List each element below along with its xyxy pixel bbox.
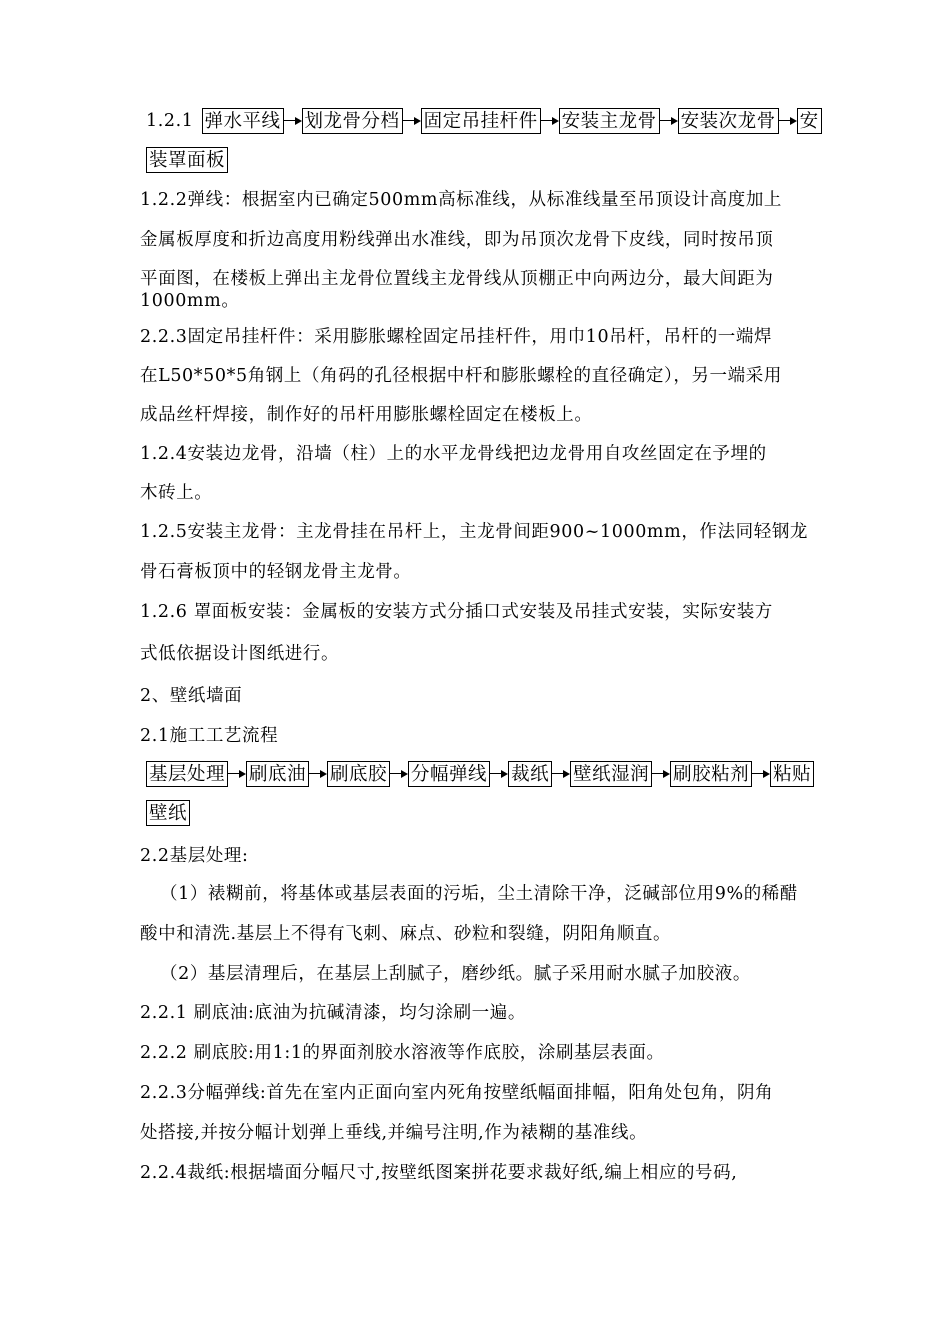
flow-step: 固定吊挂杆件 xyxy=(421,108,541,134)
arrow-right-icon xyxy=(390,761,408,787)
flow-step: 基层处理 xyxy=(146,761,228,787)
flow-prefix: 1.2.1 xyxy=(146,111,194,131)
flow-step: 装罩面板 xyxy=(146,147,228,173)
arrow-right-icon xyxy=(779,108,797,134)
flow-step: 划龙骨分档 xyxy=(302,108,403,134)
flow-step: 分幅弹线 xyxy=(408,761,490,787)
text-line: 1.2.4安装边龙骨，沿墙（柱）上的水平龙骨线把边龙骨用自攻丝固定在予埋的 xyxy=(140,444,767,464)
flow-chart-ceiling xyxy=(146,108,822,134)
arrow-right-icon xyxy=(652,761,670,787)
flow-step: 安装次龙骨 xyxy=(678,108,779,134)
text-line: 木砖上。 xyxy=(140,483,213,503)
arrow-right-icon xyxy=(284,108,302,134)
text-line: 酸中和清洗.基层上不得有飞刺、麻点、砂粒和裂缝，阴阳角顺直。 xyxy=(140,924,672,944)
arrow-right-icon xyxy=(752,761,770,787)
flow-chart-wallpaper xyxy=(146,761,814,787)
arrow-right-icon xyxy=(660,108,678,134)
flow-step: 粘贴 xyxy=(770,761,814,787)
flow-step: 安装主龙骨 xyxy=(559,108,660,134)
arrow-right-icon xyxy=(228,761,246,787)
arrow-right-icon xyxy=(490,761,508,787)
text-line: 1.2.6 罩面板安装：金属板的安装方式分插口式安装及吊挂式安装，实际安装方 xyxy=(140,602,773,622)
text-line: 1000mm。 xyxy=(140,291,240,311)
section-heading: 2.1施工工艺流程 xyxy=(140,726,279,746)
section-heading: 2.2基层处理: xyxy=(140,846,249,866)
flow-step: 壁纸湿润 xyxy=(570,761,652,787)
arrow-right-icon xyxy=(552,761,570,787)
text-line: 成品丝杆焊接，制作好的吊杆用膨胀螺栓固定在楼板上。 xyxy=(140,405,593,425)
text-line: 骨石膏板顶中的轻钢龙骨主龙骨。 xyxy=(140,562,412,582)
text-line: （1）裱糊前，将基体或基层表面的污垢，尘土清除干净，泛碱部位用9%的稀醋 xyxy=(160,884,798,904)
text-line: （2）基层清理后，在基层上刮腻子，磨纱纸。腻子采用耐水腻子加胶液。 xyxy=(160,964,751,984)
text-line: 2.2.4裁纸:根据墙面分幅尺寸,按壁纸图案拼花要求裁好纸,编上相应的号码, xyxy=(140,1163,738,1183)
flow-step: 裁纸 xyxy=(508,761,552,787)
flow-step: 刷胶粘剂 xyxy=(670,761,752,787)
text-line: 2.2.1 刷底油:底油为抗碱清漆，均匀涂刷一遍。 xyxy=(140,1003,526,1023)
arrow-right-icon xyxy=(403,108,421,134)
text-line: 2.2.3固定吊挂杆件：采用膨胀螺栓固定吊挂杆件，用巾10吊杆，吊杆的一端焊 xyxy=(140,327,773,347)
section-heading: 2、壁纸墙面 xyxy=(140,686,243,706)
text-line: 2.2.2 刷底胶:用1:1的界面剂胶水溶液等作底胶，涂刷基层表面。 xyxy=(140,1043,665,1063)
flow-step: 刷底胶 xyxy=(327,761,390,787)
text-line: 在L50*50*5角钢上（角码的孔径根据中杆和膨胀螺栓的直径确定），另一端采用 xyxy=(140,366,782,386)
flow-chart-ceiling-continued xyxy=(146,147,228,173)
text-line: 2.2.3分幅弹线:首先在室内正面向室内死角按壁纸幅面排幅，阳角处包角，阴角 xyxy=(140,1083,774,1103)
text-line: 处搭接,并按分幅计划弹上垂线,并编号注明,作为裱糊的基准线。 xyxy=(140,1123,648,1143)
arrow-right-icon xyxy=(309,761,327,787)
text-line: 金属板厚度和折边高度用粉线弹出水准线，即为吊顶次龙骨下皮线，同时按吊顶 xyxy=(140,230,774,250)
flow-step: 安 xyxy=(797,108,822,134)
text-line: 1.2.2弹线：根据室内已确定500mm高标准线，从标准线量至吊顶设计高度加上 xyxy=(140,190,783,210)
flow-step: 壁纸 xyxy=(146,800,190,826)
flow-step: 刷底油 xyxy=(246,761,309,787)
flow-step: 弹水平线 xyxy=(202,108,284,134)
text-line: 平面图，在楼板上弹出主龙骨位置线主龙骨线从顶棚正中向两边分，最大间距为 xyxy=(140,269,774,289)
text-line: 1.2.5安装主龙骨：主龙骨挂在吊杆上，主龙骨间距900~1000mm，作法同轻钢龙 xyxy=(140,522,809,542)
flow-chart-wallpaper-continued xyxy=(146,800,190,826)
arrow-right-icon xyxy=(541,108,559,134)
text-line: 式低依据设计图纸进行。 xyxy=(140,644,340,664)
